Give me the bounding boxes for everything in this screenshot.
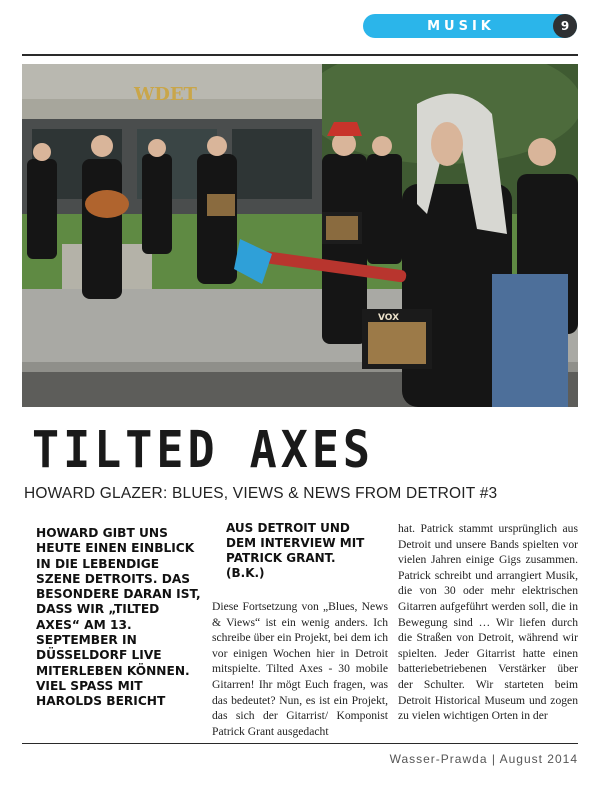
page-number-badge: 9 xyxy=(553,14,577,38)
footer-rule xyxy=(22,743,578,744)
article-body-column-2: hat. Patrick stammt ursprünglich aus Detroit und unsere Bands spielten vor vielen Jahren einige Gigs zusammen. Patrick schreibt und arrangiert Musik, die von 30 oder mehr elektrischen Gitarren aufgeführt werden soll, die in Bewegung sind … Wir liefen durch die Straßen von Detroit, während wir spielten. Jeder Gitarrist hatte einen batteriebetriebenen Verstärker über der Schulter. Wir starteten beim Detroit Historical Museum und zogen zu vielen wichtigen Orten in der xyxy=(398,522,578,723)
header-rule xyxy=(22,54,578,56)
article-intro: HOWARD GIBT UNS HEUTE EINEN EINBLICK IN DIE LEBENDIGE SZENE DETROITS. DAS BESONDERE DARAN IST, DASS WIR „TILTED AXES“ AM 13. SEPTEMBER IN DÜSSELDORF LIVE MITERLEBEN KÖNNEN. VIEL SPASS MIT HAROLDS BERICHT xyxy=(36,526,201,709)
page-footer: Wasser-Prawda | August 2014 xyxy=(389,752,578,766)
building-sign: WDET xyxy=(134,84,197,105)
article-photo xyxy=(22,64,578,407)
article-body-column-1: Diese Fortsetzung von „Blues, News & Views“ ist ein wenig anders. Ich schreibe über ein Projekt, bei dem ich vor einigen Wochen hier in Detroit mitspielte. Tilted Axes - 30 mobile Gitarren! Ihr mögt Euch fragen, was das bedeutet? Nun, es ist ein Projekt, das sich der Gitarrist/ Komponist Patrick Grant ausgedacht xyxy=(212,600,388,738)
section-tab xyxy=(363,14,577,38)
article-title: TILTED AXES xyxy=(32,420,375,480)
article-column-heading: AUS DETROIT UND DEM INTERVIEW MIT PATRICK GRANT. (B.K.) xyxy=(226,521,365,580)
amp-label: VOX xyxy=(378,313,400,323)
article-subtitle: HOWARD GLAZER: BLUES, VIEWS & NEWS FROM DETROIT #3 xyxy=(24,485,498,502)
section-label: MUSIK xyxy=(427,18,495,34)
